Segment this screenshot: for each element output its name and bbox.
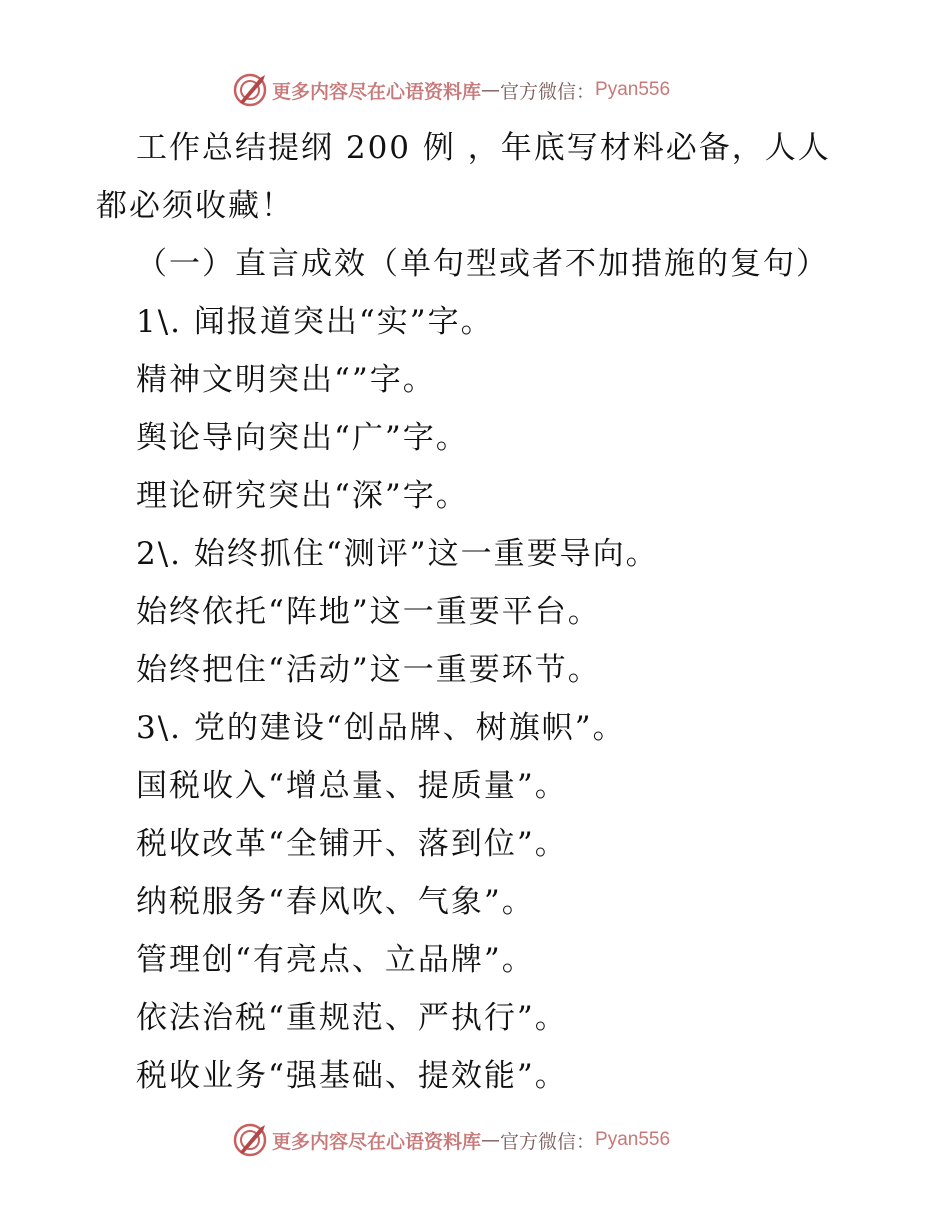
footer-banner [232, 1120, 752, 1160]
header-banner [232, 70, 752, 110]
list-item: 3\. 党的建设“创品牌、树旗帜”。 [136, 710, 626, 746]
document-title-line-2: 都必须收藏！ [96, 188, 294, 224]
footer-wechat-label: 官方微信： [500, 1130, 596, 1153]
brand-logo-icon [232, 1122, 268, 1158]
document-title-line-1: 工作总结提纲 200 例 ，年底写材料必备，人人 [136, 130, 831, 166]
header-separator: — [481, 79, 501, 101]
brand-logo-icon [232, 72, 268, 108]
list-item: 1\. 闻报道突出“实”字。 [136, 304, 494, 340]
list-item: 税收改革“全铺开、落到位”。 [136, 826, 568, 862]
list-item: 精神文明突出“”字。 [136, 362, 436, 398]
list-item: 管理创“有亮点、立品牌”。 [136, 942, 535, 978]
footer-brand-text: 更多内容尽在心语资料库 [272, 1130, 482, 1153]
list-item: 依法治税“重规范、严执行”。 [136, 1000, 568, 1036]
list-item: 始终把住“活动”这一重要环节。 [136, 652, 601, 688]
footer-wechat-id: Pyan556 [595, 1129, 671, 1150]
list-item: 始终依托“阵地”这一重要平台。 [136, 594, 601, 630]
header-wechat-label: 官方微信： [500, 80, 596, 103]
list-item: 税收业务“强基础、提效能”。 [136, 1058, 568, 1094]
footer-separator: — [481, 1129, 501, 1151]
section-heading: （一）直言成效（单句型或者不加措施的复句） [136, 246, 829, 282]
list-item: 2\. 始终抓住“测评”这一重要导向。 [136, 536, 659, 572]
header-brand-text: 更多内容尽在心语资料库 [272, 80, 482, 103]
list-item: 国税收入“增总量、提质量”。 [136, 768, 568, 804]
list-item: 纳税服务“春风吹、气象”。 [136, 884, 535, 920]
list-item: 舆论导向突出“广”字。 [136, 420, 469, 456]
header-wechat-id: Pyan556 [595, 79, 671, 100]
list-item: 理论研究突出“深”字。 [136, 478, 469, 514]
